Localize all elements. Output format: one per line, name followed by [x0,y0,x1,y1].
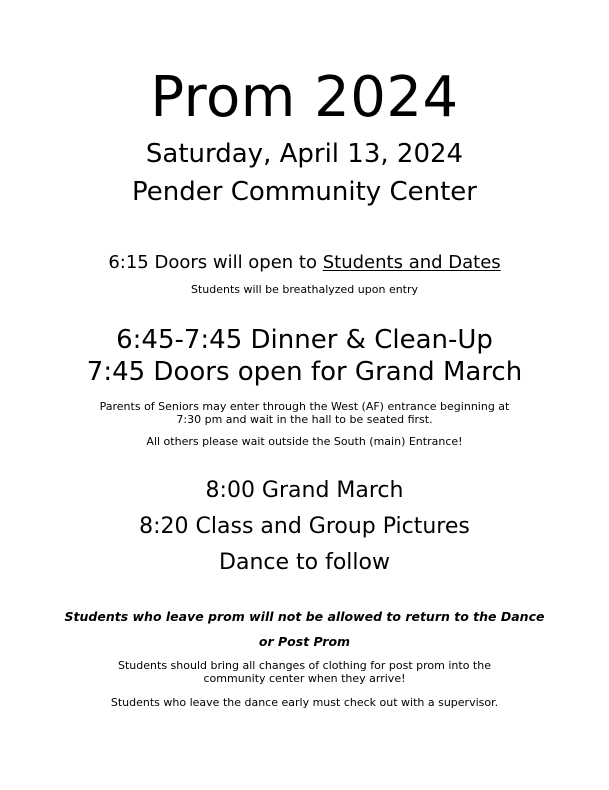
no-return-warning-line2: or Post Prom [258,634,351,649]
event-venue: Pender Community Center [132,177,477,207]
no-return-warning-line1: Students who leave prom will not be allowed to return to the Dance [64,609,545,624]
doors-open-line [0,253,609,274]
grand-march: 8:00 Grand March [205,478,404,503]
clothing-note-line2: community center when they arrive! [203,671,406,685]
clothing-note [0,660,609,685]
breathalyzer-note: Students will be breathalyzed upon entry [190,283,419,296]
checkout-note: Students who leave the dance early must check out with a supervisor. [110,696,499,709]
pictures: 8:20 Class and Group Pictures [139,514,470,539]
page-title: Prom 2024 [150,65,459,130]
doors-open-text: 6:15 Doors will open to [108,252,323,273]
dinner-time: 6:45-7:45 Dinner & Clean-Up [116,325,493,355]
dance: Dance to follow [219,550,390,575]
grand-march-doors: 7:45 Doors open for Grand March [86,357,523,387]
parents-note [0,401,609,426]
parents-note-line2: 7:30 pm and wait in the hall to be seated first. [176,412,433,426]
doors-open-audience: Students and Dates [322,252,501,273]
others-note: All others please wait outside the South (main) Entrance! [146,435,463,448]
event-date: Saturday, April 13, 2024 [145,139,464,169]
parents-note-line1: Parents of Seniors may enter through the West (AF) entrance beginning at [99,400,510,413]
clothing-note-line1: Students should bring all changes of clothing for post prom into the [118,659,491,672]
